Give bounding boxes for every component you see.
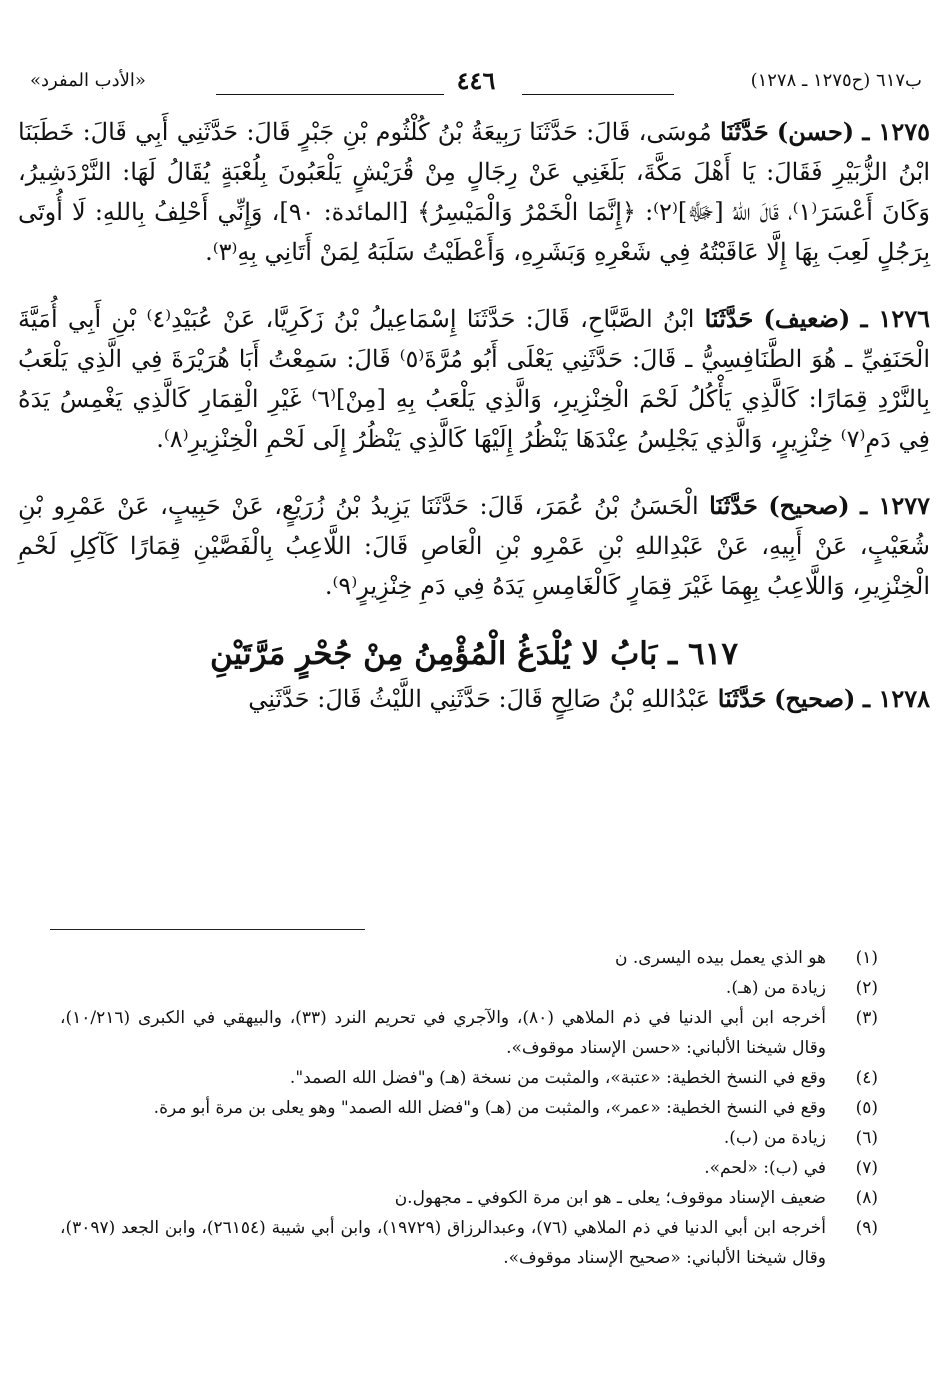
header-rule-left bbox=[216, 94, 444, 95]
footnote-text: في (ب): «لحم». bbox=[704, 1158, 826, 1178]
hadith-1275 bbox=[18, 112, 930, 272]
footnote-item bbox=[60, 1183, 878, 1213]
hadith-number: ١٢٧٨ ـ bbox=[863, 684, 930, 713]
footnote-item bbox=[60, 1123, 878, 1153]
footnote-number: (١) bbox=[855, 948, 878, 968]
chapter-heading: ٦١٧ ـ بَابُ لا يُلْدَغُ الْمُؤْمِنُ مِنْ جُحْرٍ مَرَّتَيْنِ bbox=[210, 636, 738, 672]
hadith-text: ابْنُ الصَّبَّاحِ، قَالَ: حَدَّثَنَا إِسْمَاعِيلُ بْنُ زَكَرِيَّا، عَنْ عُبَيْدِ⁽٤⁾ بْنِ أَبِي أُمَيَّةَ الْحَنَفِيِّ ـ هُوَ الطَّنَافِسِيُّ ـ قَالَ: حَدَّثَنِي يَعْلَى أَبُو مُرَّةَ⁽٥⁾ قَالَ: سَمِعْتُ أَبَا هُرَيْرَةَ فِي الَّذِي يَلْعَبُ بِالنَّرْدِ قِمَارًا: كَالَّذِي يَأْكُلُ لَحْمَ الْخِنْزِيرِ، وَالَّذِي يَلْعَبُ بِهِ [مِنْ]⁽٦⁾ غَيْرِ الْقِمَارِ كَالَّذِي يَغْمِسُ يَدَهُ فِي دَمِ⁽٧⁾ خِنْزِيرٍ، وَالَّذِي يَجْلِسُ عِنْدَهَا يَنْظُرُ إِلَيْهَا كَالَّذِي يَنْظُرُ إِلَى لَحْمِ الْخِنْزِيرِ⁽٨⁾. bbox=[18, 305, 930, 453]
footnote-text: زيادة من (ب). bbox=[723, 1128, 826, 1148]
haddathana-keyword: حَدَّثَنَا bbox=[717, 684, 767, 713]
hadith-grade: (حسن) bbox=[776, 117, 855, 146]
footnote-text: وقع في النسخ الخطية: «عتبة»، والمثبت من نسخة (هـ) و"فضل الله الصمد". bbox=[289, 1068, 826, 1088]
footnote-number: (٧) bbox=[855, 1158, 878, 1178]
hadith-1278 bbox=[18, 679, 930, 719]
footnote-item bbox=[60, 973, 878, 1003]
hadith-grade: (صحيح) bbox=[768, 491, 850, 520]
hadith-1276 bbox=[18, 299, 930, 459]
hadith-text: الْحَسَنُ بْنُ عُمَرَ، قَالَ: حَدَّثَنَا يَزِيدُ بْنُ زُرَيْعٍ، عَنْ حَبِيبٍ، عَنْ عَمْرِو بْنِ شُعَيْبٍ، عَنْ أَبِيهِ، عَنْ عَبْدِاللهِ بْنِ عَمْرِو بْنِ الْعَاصِ قَالَ: اللَّاعِبُ بِالْفَصَّيْنِ قِمَارًا كَآكِلِ لَحْمِ الْخِنْزِيرِ، وَاللَّاعِبُ بِهِمَا غَيْرَ قِمَارٍ كَالْغَامِسِ يَدَهُ فِي دَمِ خِنْزِيرٍ⁽٩⁾. bbox=[18, 492, 930, 600]
footnote-number: (٢) bbox=[855, 978, 878, 998]
footnote-number: (٨) bbox=[855, 1188, 878, 1208]
footnote-separator bbox=[50, 929, 365, 930]
hadith-grade: (ضعيف) bbox=[763, 304, 851, 333]
footnotes bbox=[60, 943, 878, 1273]
footnote-item bbox=[60, 943, 878, 973]
page-number: ٤٤٦ bbox=[456, 66, 496, 95]
haddathana-keyword: حَدَّثَنَا bbox=[704, 304, 754, 333]
footnote-number: (٩) bbox=[855, 1218, 878, 1238]
hadith-number: ١٢٧٦ ـ bbox=[860, 304, 930, 333]
chapter-range: ب٦١٧ (ح١٢٧٥ ـ ١٢٧٨) bbox=[750, 70, 922, 91]
footnote-text: زيادة من (هـ). bbox=[725, 978, 826, 998]
main-text bbox=[18, 112, 930, 746]
book-title: «الأدب المفرد» bbox=[30, 70, 146, 91]
footnote-text: أخرجه ابن أبي الدنيا في ذم الملاهي (٧٦)، وعبدالرزاق (١٩٧٢٩)، وابن أبي شيبة (٢٦١٥٤)، وابن الجعد (٣٠٩٧)، وقال شيخنا الألباني: «صحيح الإسناد موقوف». bbox=[60, 1218, 826, 1268]
footnote-item bbox=[60, 1003, 878, 1063]
hadith-number: ١٢٧٥ ـ bbox=[862, 117, 930, 146]
hadith-text: عَبْدُاللهِ بْنُ صَالِحٍ قَالَ: حَدَّثَنِي اللَّيْثُ قَالَ: حَدَّثَنِي bbox=[248, 685, 711, 713]
haddathana-keyword: حَدَّثَنَا bbox=[709, 491, 758, 520]
hadith-1277 bbox=[18, 486, 930, 606]
footnote-item bbox=[60, 1063, 878, 1093]
footnote-number: (٥) bbox=[855, 1098, 878, 1118]
header-rule-right bbox=[522, 94, 674, 95]
hadith-grade: (صحيح) bbox=[774, 684, 856, 713]
footnote-item bbox=[60, 1153, 878, 1183]
footnote-text: هو الذي يعمل بيده اليسرى. ن bbox=[615, 948, 826, 968]
footnote-number: (٤) bbox=[855, 1068, 878, 1088]
haddathana-keyword: حَدَّثَنَا bbox=[720, 117, 769, 146]
footnote-text: ضعيف الإسناد موقوف؛ يعلى ـ هو ابن مرة الكوفي ـ مجهول.ن bbox=[394, 1188, 826, 1208]
running-header bbox=[30, 66, 922, 104]
hadith-text: مُوسَى، قَالَ: حَدَّثَنَا رَبِيعَةُ بْنُ كُلْثُوم بْنِ جَبْرٍ قَالَ: حَدَّثَنِي أَبِي قَالَ: خَطَبَنَا ابْنُ الزُّبَيْرِ فَقَالَ: يَا أَهْلَ مَكَّةَ، بَلَغَنِي عَنْ رِجَالٍ مِنْ قُرَيْشٍ يَلْعَبُونَ بِلُعْبَةٍ يُقَالُ لَهَا: النَّرْدَشِيرُ، وَكَانَ أَعْسَرَ⁽١⁾، قَالَ اللهُ [ﷻ]⁽٢⁾: ﴿إِنَّمَا الْخَمْرُ وَالْمَيْسِرُ﴾ [المائدة: ٩٠]، وَإِنِّي أَحْلِفُ بِاللهِ: لَا أُوتَى بِرَجُلٍ لَعِبَ بِهَا إِلَّا عَاقَبْتُهُ فِي شَعْرِهِ وَبَشَرِهِ، وَأَعْطَيْتُ سَلَبَهُ لِمَنْ أَتَانِي بِهِ⁽٣⁾. bbox=[18, 118, 930, 266]
footnote-item bbox=[60, 1213, 878, 1273]
footnote-text: وقع في النسخ الخطية: «عمر»، والمثبت من (هـ) و"فضل الله الصمد" وهو يعلى بن مرة أبو مرة. bbox=[153, 1098, 826, 1118]
footnote-item bbox=[60, 1093, 878, 1123]
footnote-number: (٦) bbox=[855, 1128, 878, 1148]
footnote-number: (٣) bbox=[855, 1008, 878, 1028]
footnote-text: أخرجه ابن أبي الدنيا في ذم الملاهي (٨٠)، والآجري في تحريم النرد (٣٣)، والبيهقي في الكبرى (١٠/٢١٦)، وقال شيخنا الألباني: «حسن الإسناد موقوف». bbox=[60, 1008, 827, 1058]
hadith-number: ١٢٧٧ ـ bbox=[860, 491, 930, 520]
